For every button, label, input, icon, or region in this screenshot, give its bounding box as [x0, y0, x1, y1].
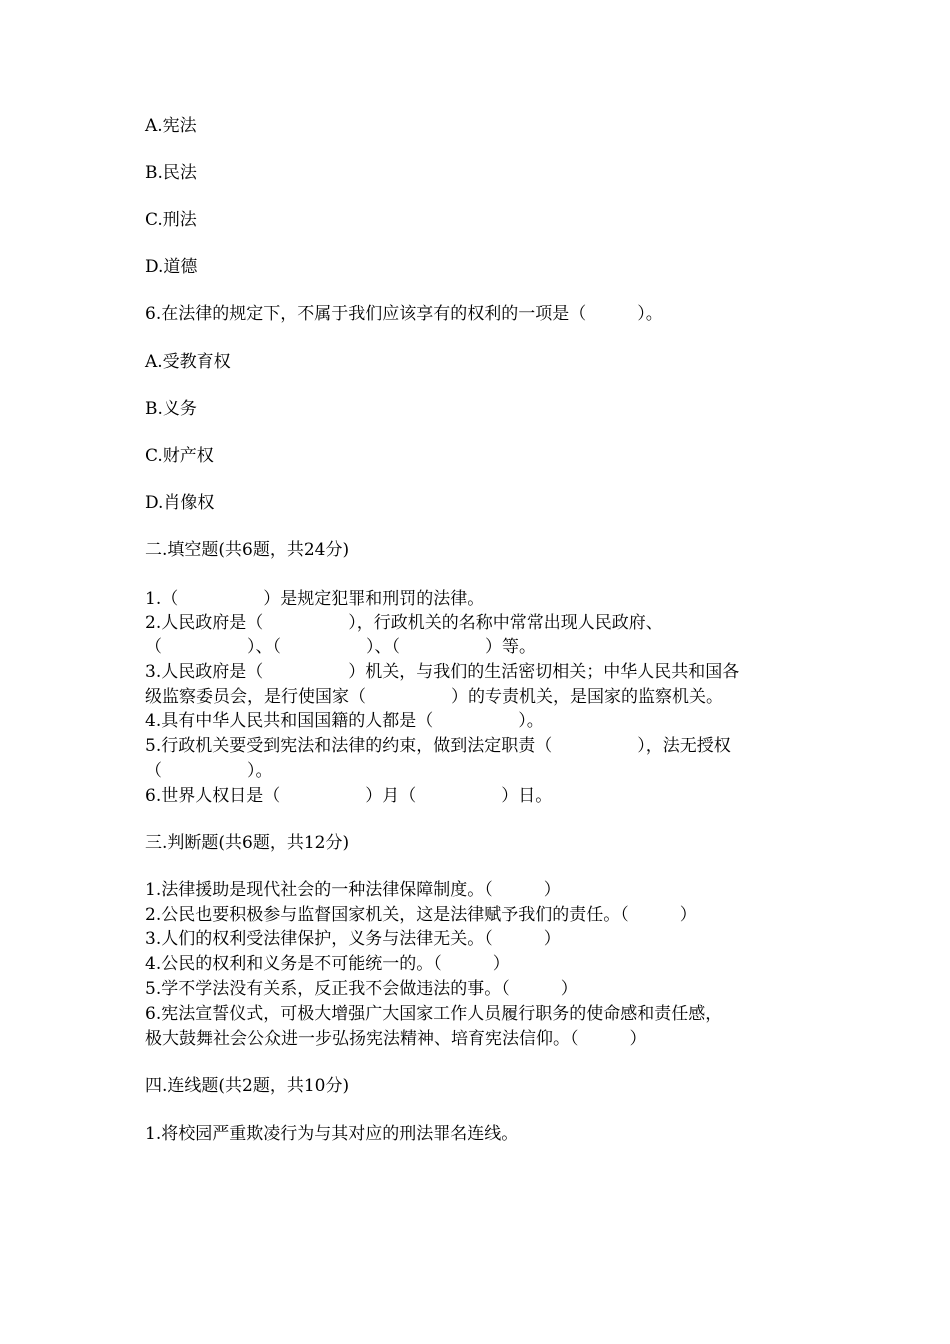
q5-option-b: B.民法 [145, 163, 197, 183]
q6-stem: 6.在法律的规定下，不属于我们应该享有的权利的一项是（ ）。 [145, 304, 663, 324]
match-line: 1.将校园严重欺凌行为与其对应的刑法罪名连线。 [145, 1124, 519, 1144]
section4-heading: 四.连线题(共2题，共10分) [145, 1076, 350, 1096]
judge-line: 2.公民也要积极参与监督国家机关，这是法律赋予我们的责任。（ ） [145, 905, 697, 925]
fill-line: 6.世界人权日是（ ）月（ ）日。 [145, 786, 553, 806]
fill-line: 级监察委员会，是行使国家（ ）的专责机关，是国家的监察机关。 [145, 687, 723, 707]
q5-option-a: A.宪法 [145, 116, 197, 136]
section3-heading: 三.判断题(共6题，共12分) [145, 833, 350, 853]
section2-heading: 二.填空题(共6题，共24分) [145, 540, 350, 560]
judge-line: 3.人们的权利受法律保护，义务与法律无关。（ ） [145, 929, 561, 949]
fill-line: 1.（ ）是规定犯罪和刑罚的法律。 [145, 589, 485, 609]
fill-line: 2.人民政府是（ ），行政机关的名称中常常出现人民政府、 [145, 613, 663, 633]
q5-option-d: D.道德 [145, 257, 198, 277]
fill-line: 3.人民政府是（ ）机关，与我们的生活密切相关；中华人民共和国各 [145, 662, 740, 682]
judge-line: 6.宪法宣誓仪式，可极大增强广大国家工作人员履行职务的使命感和责任感， [145, 1004, 723, 1024]
judge-line: 极大鼓舞社会公众进一步弘扬宪法精神、培育宪法信仰。（ ） [145, 1029, 647, 1049]
judge-line: 5.学不学法没有关系，反正我不会做违法的事。（ ） [145, 979, 578, 999]
fill-line: （ ）、（ ）、（ ）等。 [145, 637, 536, 657]
q6-option-b: B.义务 [145, 399, 197, 419]
q6-option-a: A.受教育权 [145, 352, 231, 372]
judge-line: 4.公民的权利和义务是不可能统一的。（ ） [145, 954, 510, 974]
q5-option-c: C.刑法 [145, 210, 197, 230]
fill-line: 5.行政机关要受到宪法和法律的约束，做到法定职责（ ），法无授权 [145, 736, 731, 756]
fill-line: 4.具有中华人民共和国国籍的人都是（ ）。 [145, 711, 544, 731]
judge-line: 1.法律援助是现代社会的一种法律保障制度。（ ） [145, 880, 561, 900]
q6-option-c: C.财产权 [145, 446, 214, 466]
q6-option-d: D.肖像权 [145, 493, 215, 513]
fill-line: （ ）。 [145, 761, 273, 781]
